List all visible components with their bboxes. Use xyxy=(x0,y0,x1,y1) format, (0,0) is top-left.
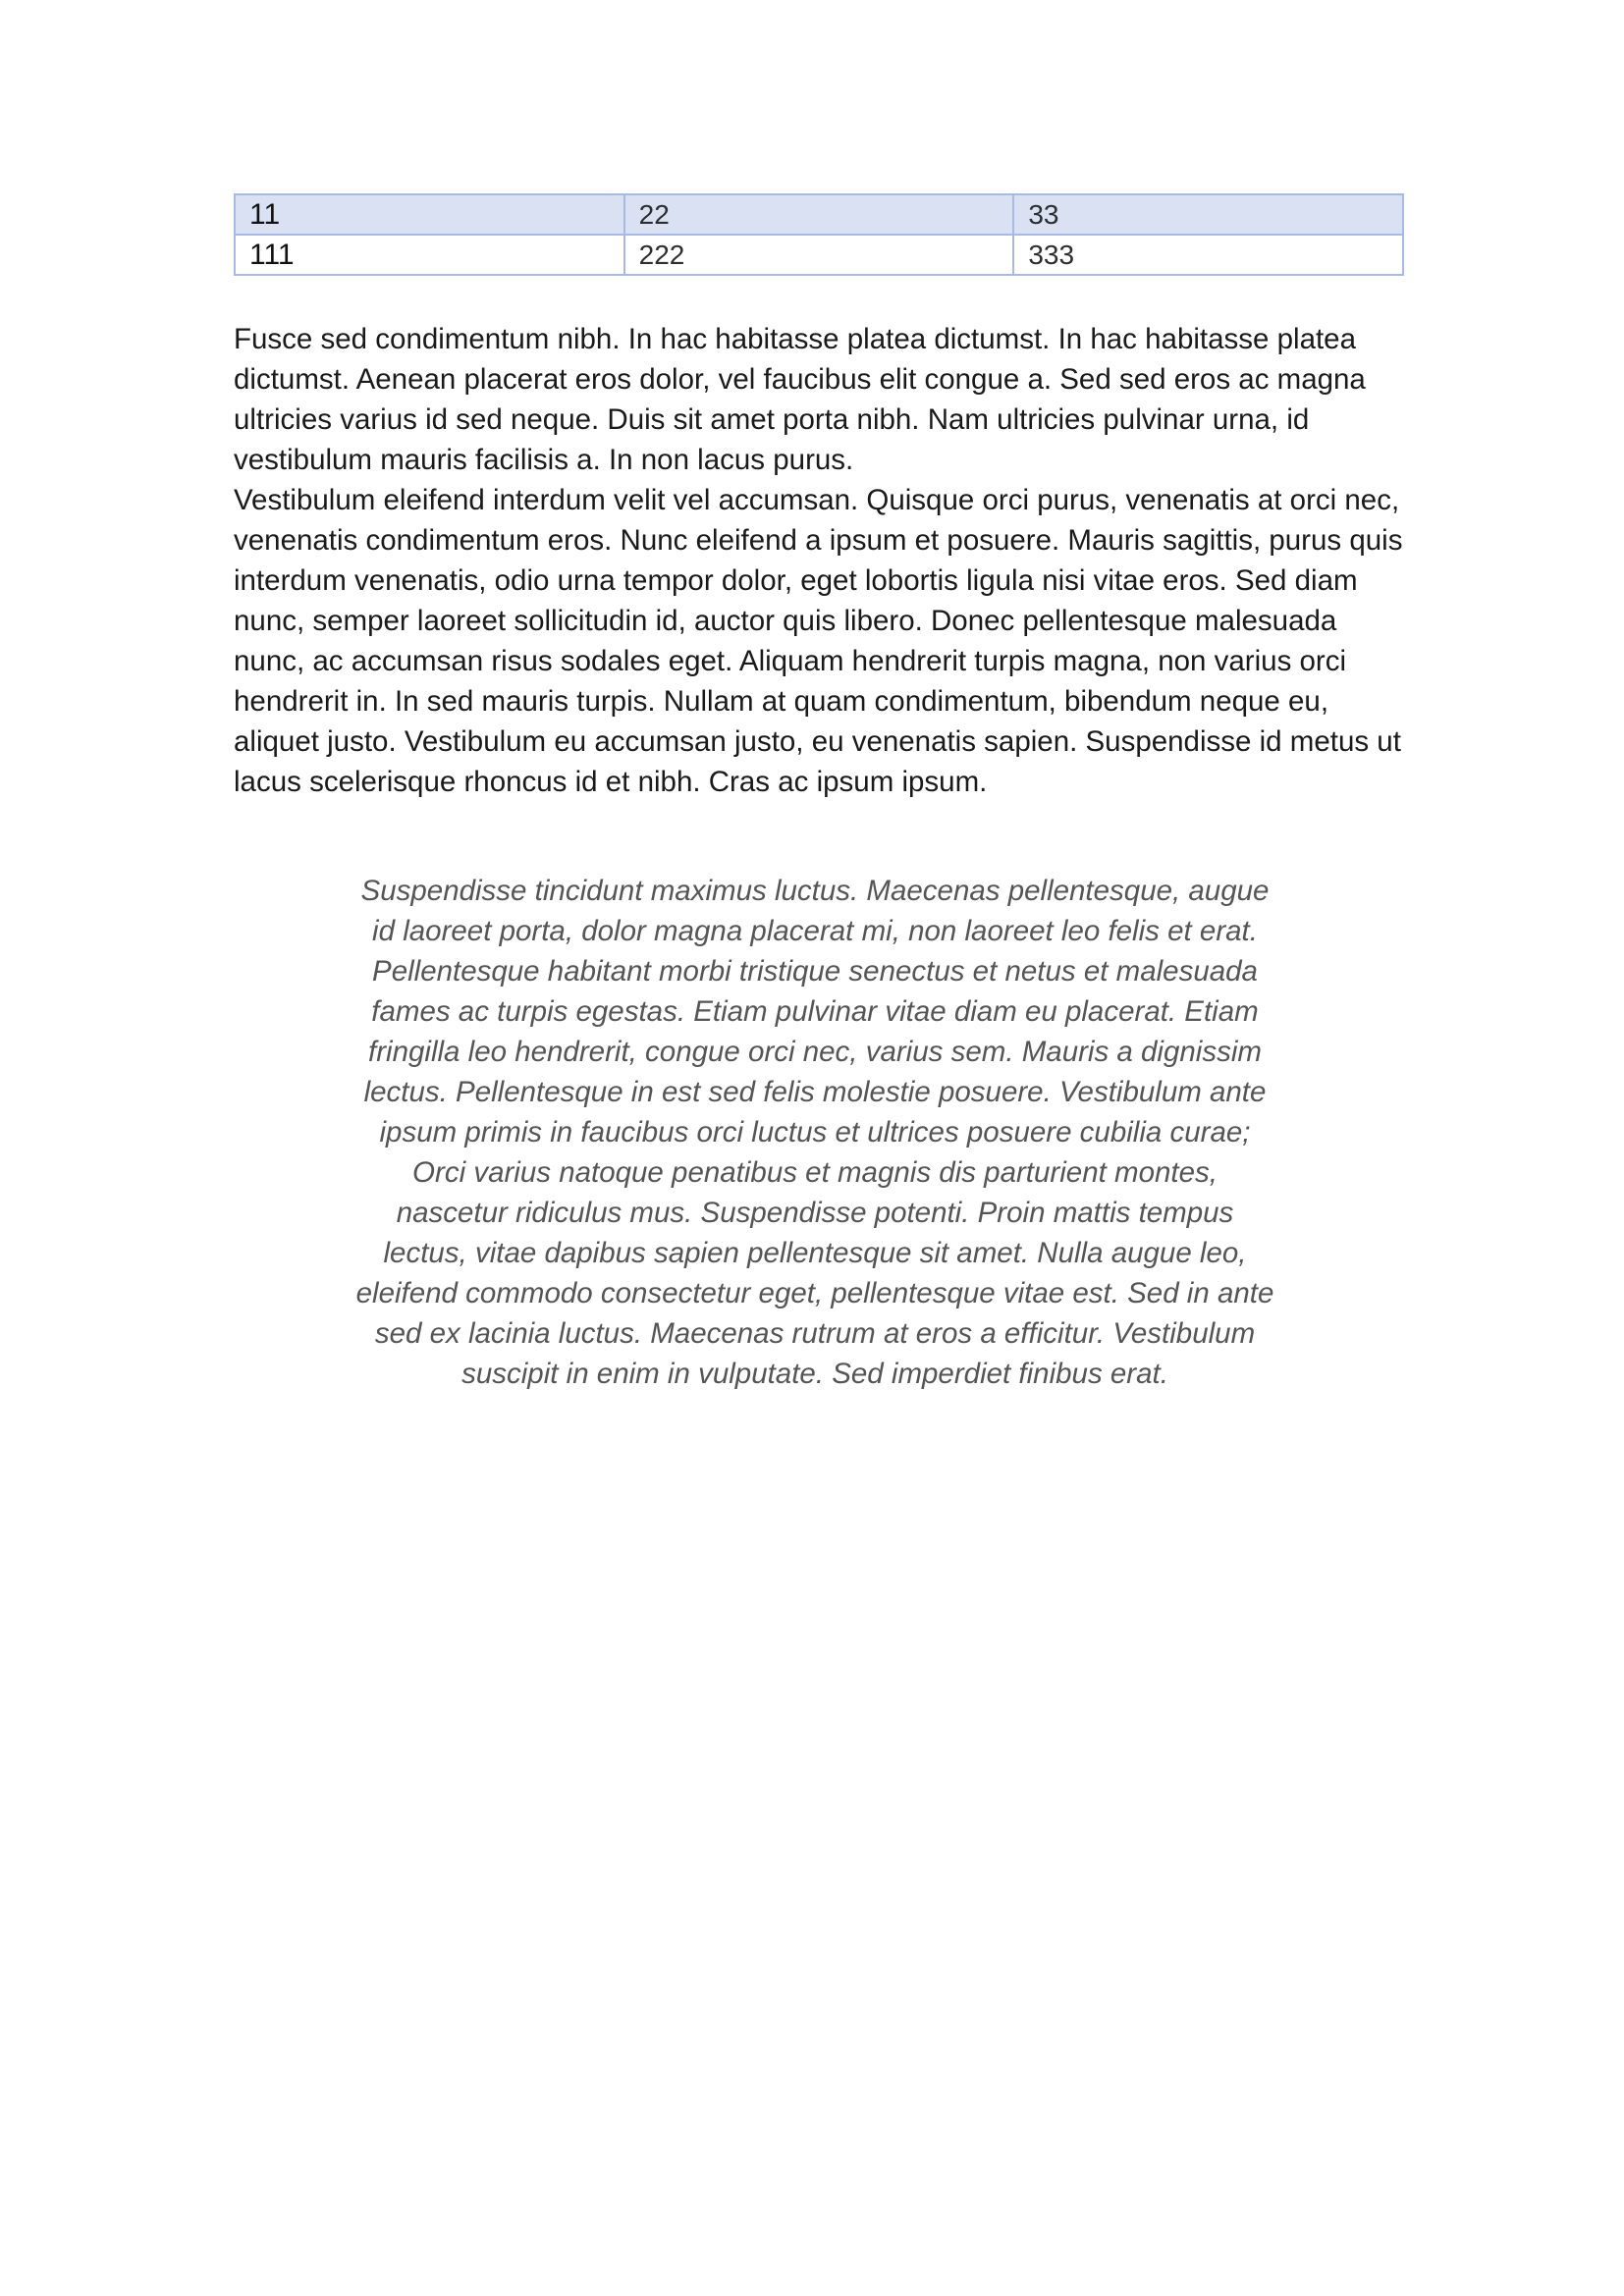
table-cell: 111 xyxy=(235,235,624,275)
table-cell: 33 xyxy=(1013,194,1403,235)
table-cell: 333 xyxy=(1013,235,1403,275)
table-row xyxy=(235,194,1403,235)
block-quote: Suspendisse tincidunt maximus luctus. Maecenas pellentesque, augue id laoreet porta, dolor magna placerat mi, non laoreet leo felis et erat. Pellentesque habitant morbi tristique senectus et netus et malesuada fames ac turpis egestas. Etiam pulvinar vitae diam eu placerat. Etiam fringilla leo hendrerit, congue orci nec, varius sem. Mauris a dignissim lectus. Pellentesque in est sed felis molestie posuere. Vestibulum ante ipsum primis in faucibus orci luctus et ultrices posuere cubilia curae; Orci varius natoque penatibus et magnis dis parturient montes, nascetur ridiculus mus. Suspendisse potenti. Proin mattis tempus lectus, vitae dapibus sapien pellentesque sit amet. Nulla augue leo, eleifend commodo consectetur eget, pellentesque vitae est. Sed in ante sed ex lacinia luctus. Maecenas rutrum at eros a efficitur. Vestibulum suscipit in enim in vulputate. Sed imperdiet finibus erat. xyxy=(355,875,1274,1390)
body-text xyxy=(234,319,1412,802)
table-cell: 22 xyxy=(624,194,1014,235)
paragraph: Vestibulum eleifend interdum velit vel accumsan. Quisque orci purus, venenatis at orci nec, venenatis condimentum eros. Nunc eleifend a ipsum et posuere. Mauris sagittis, purus quis interdum venenatis, odio urna tempor dolor, eget lobortis ligula nisi vitae eros. Sed diam nunc, semper laoreet sollicitudin id, auctor quis libero. Donec pellentesque malesuada nunc, ac accumsan risus sodales eget. Aliquam hendrerit turpis magna, non varius orci hendrerit in. In sed mauris turpis. Nullam at quam condimentum, bibendum neque eu, aliquet justo. Vestibulum eu accumsan justo, eu venenatis sapien. Suspendisse id metus ut lacus scelerisque rhoncus id et nibh. Cras ac ipsum ipsum. xyxy=(234,484,1403,798)
data-table xyxy=(234,193,1404,276)
table-cell: 222 xyxy=(624,235,1014,275)
table-cell: 11 xyxy=(235,194,624,235)
paragraph: Fusce sed condimentum nibh. In hac habitasse platea dictumst. In hac habitasse platea dictumst. Aenean placerat eros dolor, vel faucibus elit congue a. Sed sed eros ac magna ultricies varius id sed neque. Duis sit amet porta nibh. Nam ultricies pulvinar urna, id vestibulum mauris facilisis a. In non lacus purus. xyxy=(234,323,1366,476)
table-row xyxy=(235,235,1403,275)
